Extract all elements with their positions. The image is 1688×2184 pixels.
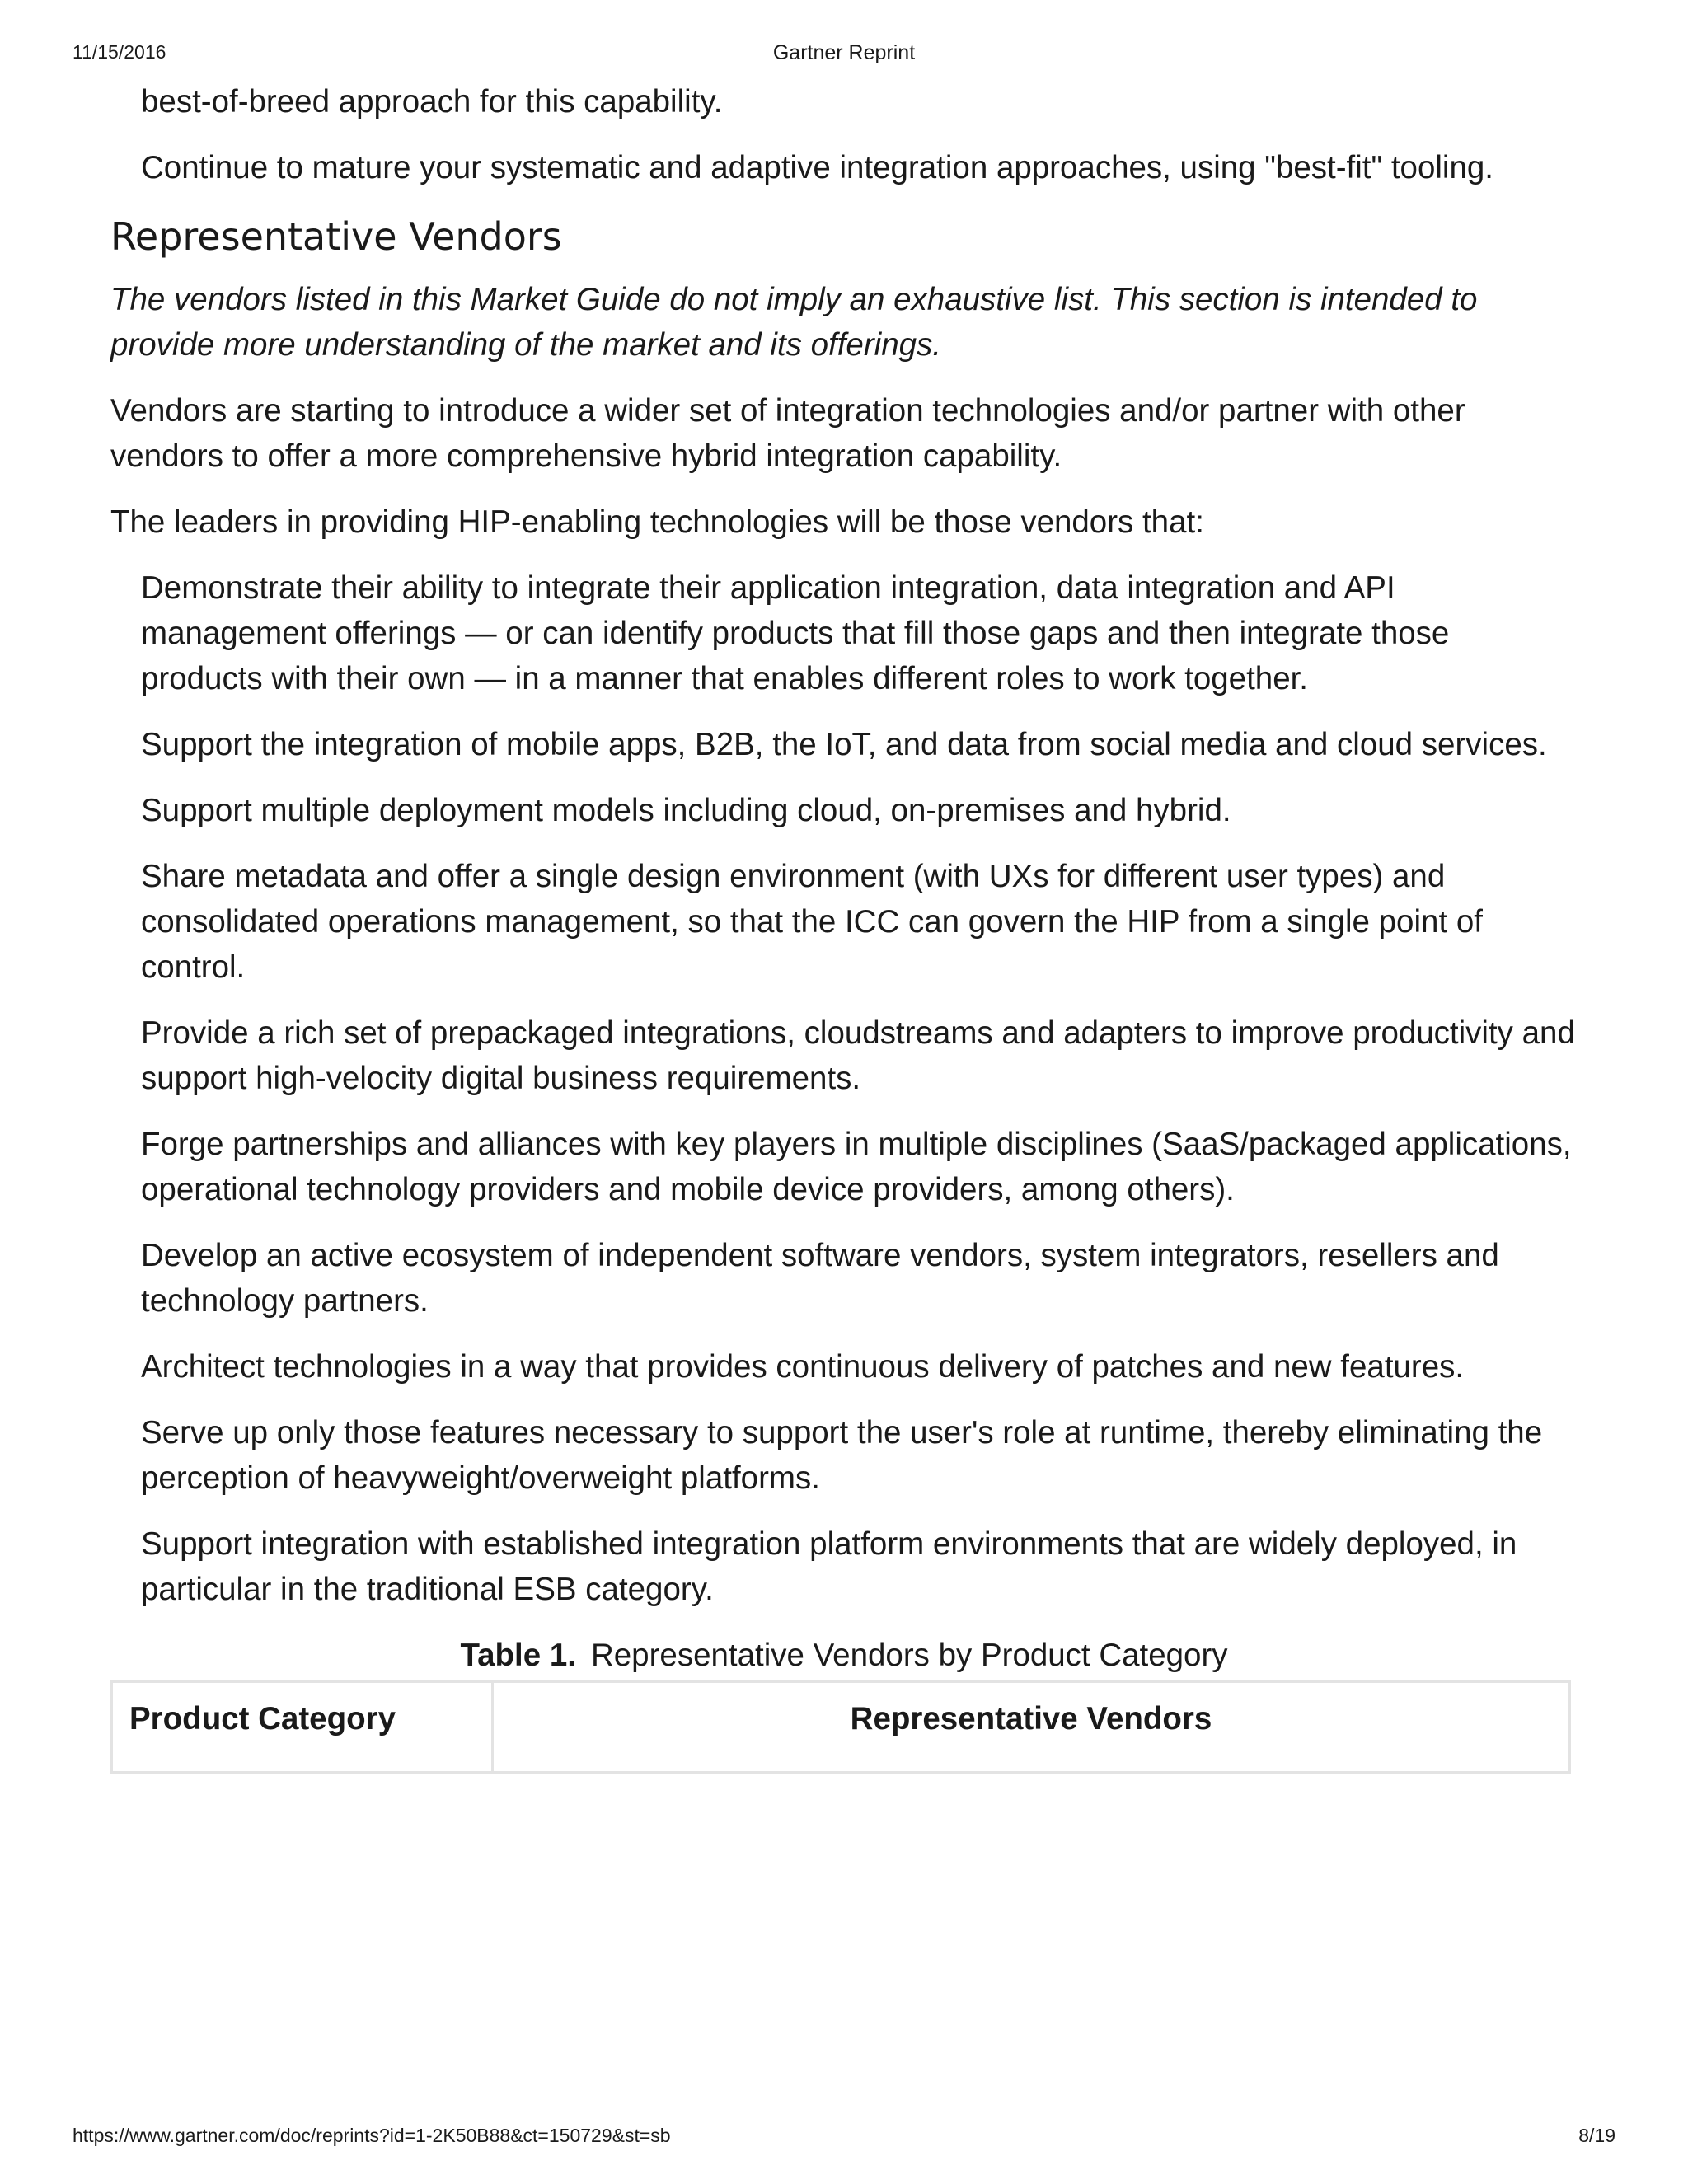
footer-url: https://www.gartner.com/doc/reprints?id=1-2K50B88&ct=150729&st=sb (73, 2125, 671, 2146)
print-date: 11/15/2016 (73, 41, 166, 63)
table-caption (110, 1633, 1578, 1678)
list-item: Share metadata and offer a single design environment (with UXs for different user types) and consolidated operations management, so that the ICC can govern the HIP from a single point of control. (141, 859, 1483, 985)
list-item: Demonstrate their ability to integrate their application integration, data integration and API management offerings — or can identify products that fill those gaps and then integrate those products with their own — in a manner that enables different roles to work together. (141, 570, 1450, 696)
list-item: Support integration with established integration platform environments that are widely deployed, in particular in the traditional ESB category. (141, 1526, 1517, 1607)
vendors-table (110, 1680, 1571, 1774)
column-header-representative-vendors: Representative Vendors (493, 1682, 1570, 1773)
column-header-product-category: Product Category (112, 1682, 493, 1773)
section-title: Representative Vendors (110, 214, 562, 259)
table-header-row (112, 1682, 1570, 1773)
table-caption-text: Representative Vendors by Product Category (590, 1638, 1228, 1673)
page-number: 8/19 (1578, 2125, 1615, 2146)
section-intro: The vendors listed in this Market Guide do not imply an exhaustive list. This section is intended to provide more understanding of the market and its offerings. (110, 282, 1478, 363)
list-item: Support multiple deployment models including cloud, on-premises and hybrid. (141, 793, 1231, 828)
body-paragraph: The leaders in providing HIP-enabling technologies will be those vendors that: (110, 504, 1204, 540)
list-item: Serve up only those features necessary to support the user's role at runtime, thereby eliminating the perception of heavyweight/overweight platforms. (141, 1415, 1543, 1496)
print-header-title: Gartner Reprint (772, 41, 916, 64)
table-caption-label: Table 1. (460, 1638, 576, 1673)
document-body (110, 79, 1578, 1774)
lead-paragraph: Continue to mature your systematic and adaptive integration approaches, using "best-fit" tooling. (141, 150, 1493, 185)
list-item: Develop an active ecosystem of independent software vendors, system integrators, resellers and technology partners. (141, 1238, 1499, 1319)
list-item: Forge partnerships and alliances with key players in multiple disciplines (SaaS/packaged applications, operational technology providers and mobile device providers, among others). (141, 1127, 1572, 1207)
body-paragraph: Vendors are starting to introduce a wider set of integration technologies and/or partner with other vendors to offer a more comprehensive hybrid integration capability. (110, 393, 1465, 474)
list-item: Provide a rich set of prepackaged integrations, cloudstreams and adapters to improve productivity and support high-velocity digital business requirements. (141, 1015, 1575, 1096)
list-item: Architect technologies in a way that provides continuous delivery of patches and new features. (141, 1349, 1465, 1385)
lead-paragraph: best-of-breed approach for this capability. (141, 84, 723, 120)
list-item: Support the integration of mobile apps, B2B, the IoT, and data from social media and cloud services. (141, 727, 1547, 762)
